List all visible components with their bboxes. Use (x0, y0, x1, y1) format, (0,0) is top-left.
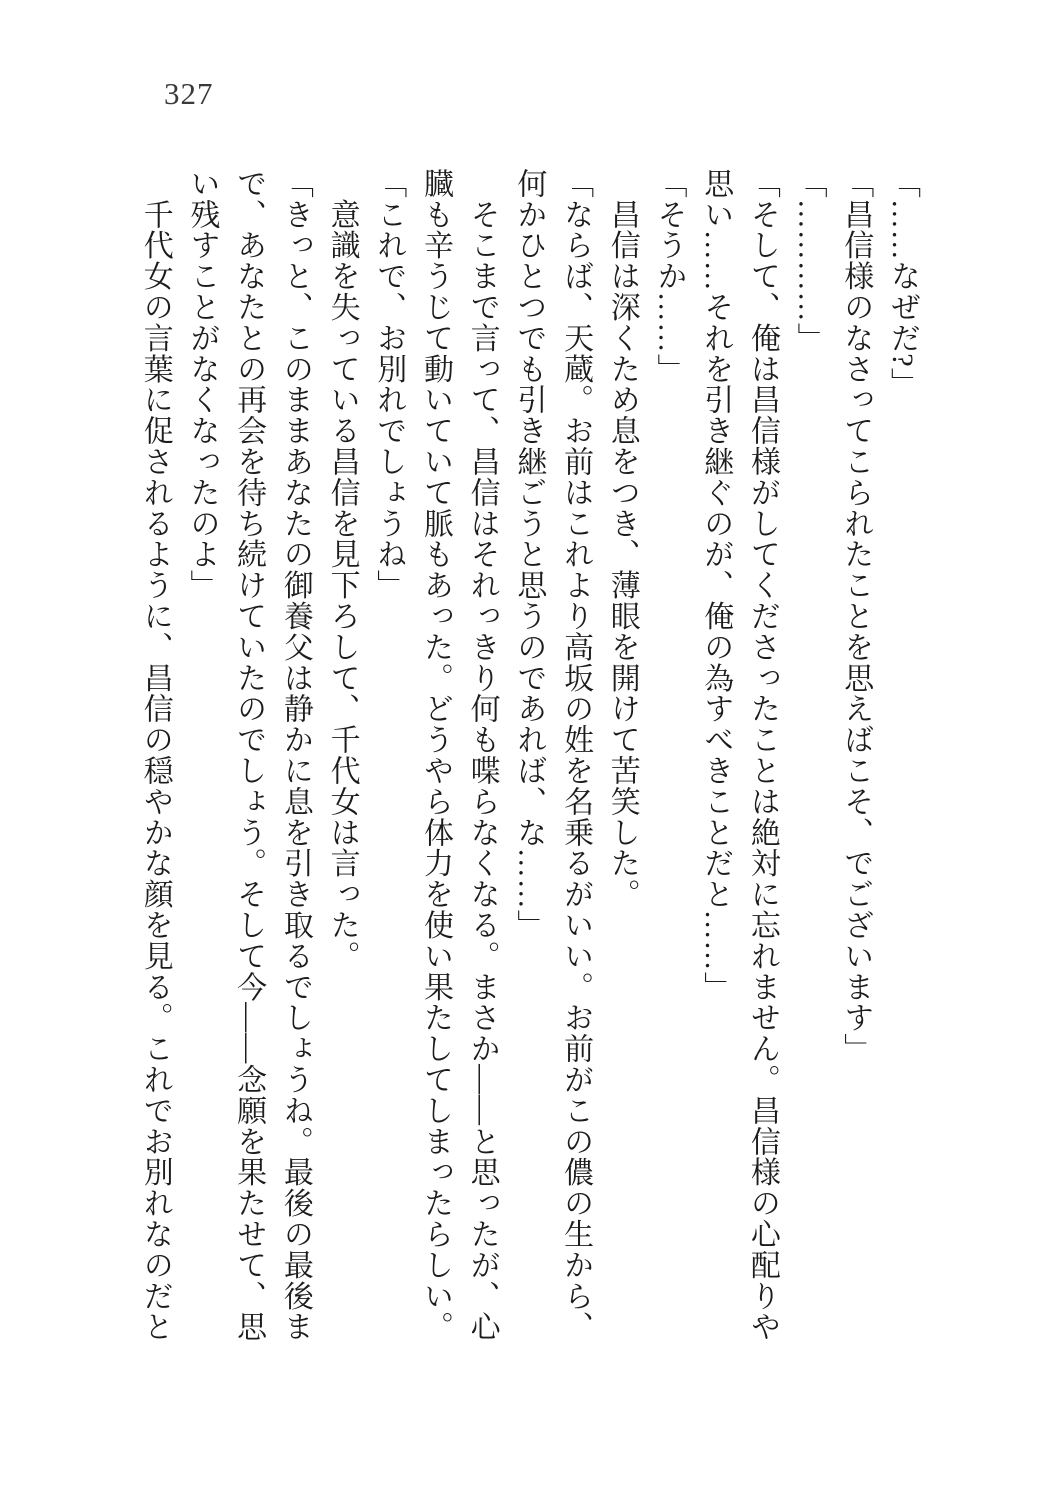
text-line: そこまで言って、昌信はそれっきり何も喋らなくなる。まさか――と思ったが、心 (465, 168, 499, 1343)
text-line: で、あなたとの再会を待ち続けていたのでしょう。そして今――念願を果たせて、思 (232, 168, 266, 1343)
text-line: 「ならば、天蔵。お前はこれより高坂の姓を名乗るがいい。お前がこの儂の生から、 (559, 168, 593, 1343)
text-line: 「そうか……」 (652, 168, 686, 385)
text-line: 「そして、俺は昌信様がしてくださったことは絶対に忘れません。昌信様の心配りや (745, 168, 779, 1343)
text-line: 何かひとつでも引き継ごうと思うのであれば、な……」 (512, 168, 546, 941)
page-number: 327 (164, 76, 214, 111)
text-line: 「昌信様のなさってこられたことを思えばこそ、でございます」 (839, 168, 873, 1065)
text-line: 昌信は深くため息をつき、薄眼を開けて苦笑した。 (605, 168, 639, 910)
text-line: 意識を失っている昌信を見下ろして、千代女は言った。 (325, 168, 359, 972)
text-line: 「これで、お別れでしょうね」 (372, 168, 406, 601)
text-line: 臓も辛うじて動いていて脈もあった。どうやら体力を使い果たしてしまったらしい。 (418, 168, 452, 1343)
text-line: 「きっと、このままあなたの御養父は静かに息を引き取るでしょうね。最後の最後ま (278, 168, 312, 1343)
text-line: 「……なぜだ?」 (886, 168, 919, 399)
text-line: 千代女の言葉に促されるように、昌信の穏やかな顔を見る。これでお別れなのだと (138, 168, 172, 1343)
text-line: い残すことがなくなったのよ」 (185, 168, 219, 601)
vertical-text-block (131, 168, 925, 1363)
text-line: 思い……それを引き継ぐのが、俺の為すべきことだと……」 (699, 168, 733, 1003)
text-line: 「…………」 (792, 168, 826, 354)
